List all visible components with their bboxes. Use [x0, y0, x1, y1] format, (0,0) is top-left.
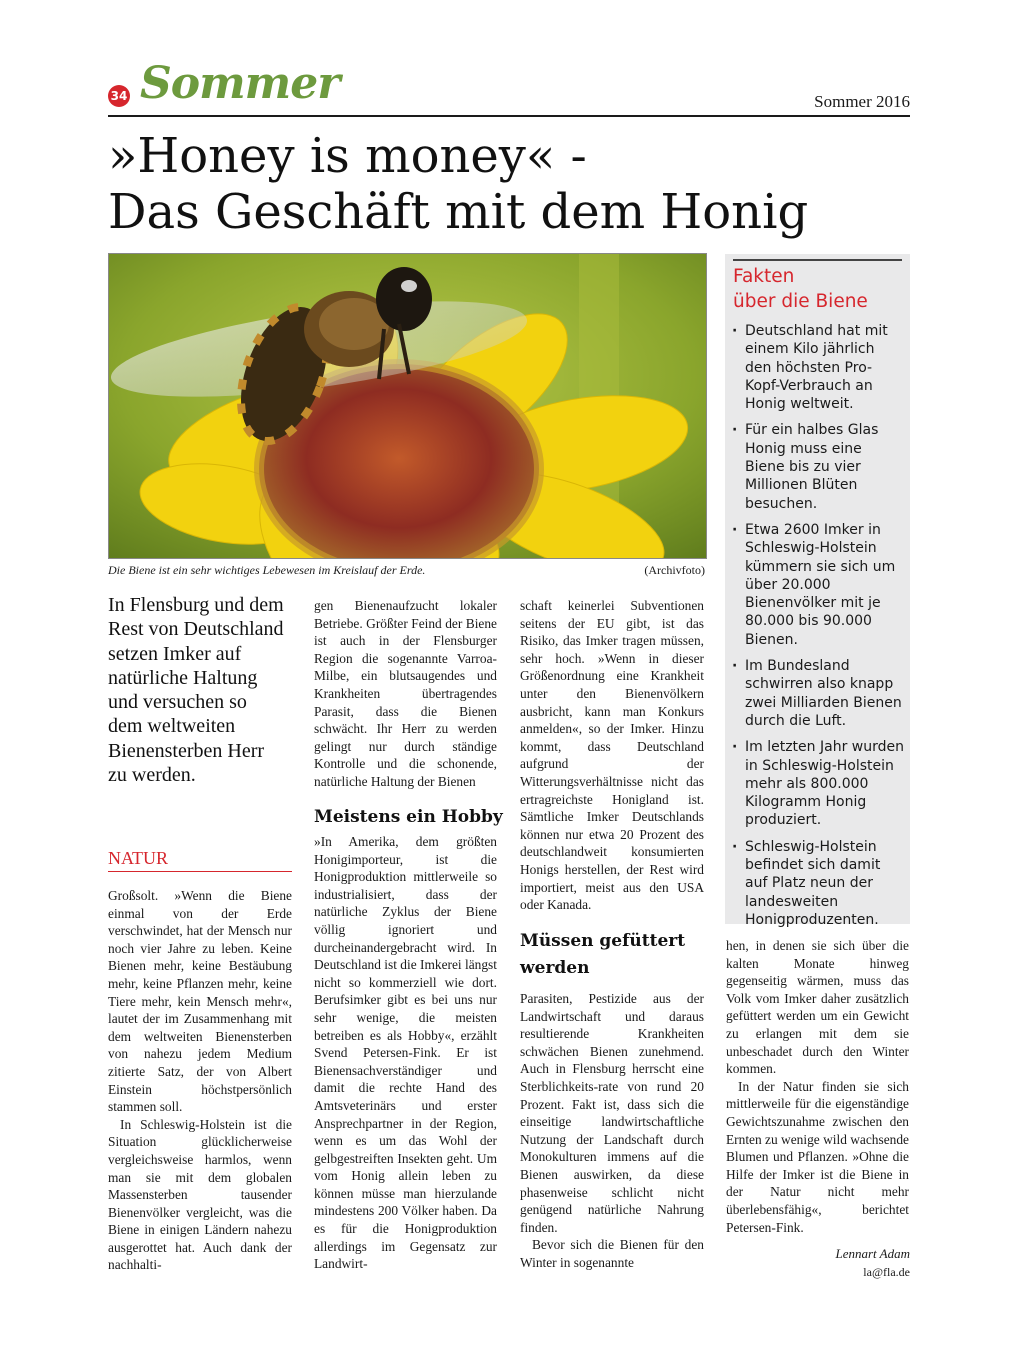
kicker-underline: [108, 871, 292, 872]
fact-item: · Deutschland hat mit einem Kilo jährlich den höchsten Pro-Kopf-Verbrauch an Honig weltweit.: [729, 322, 905, 413]
fact-item: · Im letzten Jahr wurden in Schleswig-Holstein mehr als 800.000 Kilogramm Honig produziert.: [729, 738, 905, 829]
article-column-2-top: [314, 597, 497, 791]
bee-on-flower-image: [109, 254, 706, 558]
article-column-1: [108, 887, 292, 1274]
author-email: la@fla.de: [863, 1265, 910, 1279]
fact-item: · Etwa 2600 Imker in Schleswig-Holstein kümmern sie sich um über 20.000 Bienenvölker mit je 80.000 bis 90.000 Bienen.: [729, 521, 905, 649]
paragraph: Bevor sich die Bienen für den Winter in sogenannte: [520, 1237, 704, 1270]
bee-photo: [108, 253, 707, 559]
paragraph: Großsolt. »Wenn die Biene einmal von der Erde verschwindet, hat der Mensch nur noch vier Jahre zu leben. Keine Bienen mehr, keine Bestäubung mehr, keine Pflanzen mehr, keine Tiere mehr, kein Mensch mehr«, lautet der im Zusammenhang mit dem weltweiten Bienensterben von nahezu jedem Medium zitierte Satz, der von Albert Einstein höchstpersönlich stammen soll.: [108, 888, 292, 1115]
paragraph: In der Natur finden sie sich mittlerweile für die eigenständige Gewichtszunahme zwischen den Ernten zu wenige wild wachsende Blumen und Pflanzen. »Ohne die Hilfe der Imker ist die Biene in der Natur nicht mehr überlebensfähig«, berichtet Petersen-Fink.: [726, 1078, 909, 1235]
fact-box-top-rule: [733, 259, 902, 261]
paragraph: hen, in denen sie sich über die kalten Monate hinweg gegenseitig wärmen, muss das Volk vom Imker daher zusätzlich gefüttert werden um ein Gewicht zu erlangen mit dem sie unbeschadet durch den Winter kommen.: [726, 938, 909, 1077]
section-kicker: NATUR: [108, 848, 169, 868]
subheading-meistens-ein-hobby: Meistens ein Hobby: [314, 807, 503, 827]
caption-text: Die Biene ist ein sehr wichtiges Lebewesen im Kreislauf der Erde.: [108, 563, 426, 577]
fact-item: · Schleswig-Holstein befindet sich damit auf Platz neun der landesweiten Honigproduzenten.: [729, 838, 905, 929]
paragraph: »In Amerika, dem größten Honigimporteur, ist die Honigproduktion mittlerweile so industrialisiert, dass der natürliche Zyklus der Biene völlig ignoriert und durcheinandergebracht wird. In Deutschland ist die Imkerei längst nicht so kommerziell wie dort. Berufsimker gibt es bei uns nur sehr wenige, die meisten betreiben es als Hobby«, erzählt Svend Petersen-Fink. Er ist Bienensachverständiger und damit die rechte Hand des Amtsveterinärs und erster Ansprechpartner in der Region, wenn es um das Wohl der gelbgestreiften Insekten geht. Um vom Honig allein leben zu können müsse man hierzulande mindestens 200 Völker haben. Da es für die Honigproduktion allerdings im Gegensatz zur Landwirt-: [314, 834, 497, 1272]
fact-list: [729, 322, 905, 937]
subheading-muessen-gefuettert-werden: Müssen gefüttert werden: [520, 931, 686, 978]
fact-title-line-2: über die Biene: [733, 290, 868, 312]
photo-caption: [108, 563, 705, 578]
headline: [108, 128, 910, 240]
article-column-2-bottom: [314, 833, 497, 1273]
headline-line-1: »Honey is money« -: [108, 128, 587, 184]
photo-credit: (Archivfoto): [644, 563, 705, 577]
article-column-4: [726, 937, 909, 1236]
paragraph: gen Bienenaufzucht lokaler Betriebe. Größter Feind der Biene ist auch in der Flensburger Region die sogenannte Varroa-Milbe, ein blutsaugendes und Krankheiten übertragendes Parasit, dass die Bienen schwächt. Ihr Herr zu werden gelingt nur durch ständige Kontrolle und die schonende, natürliche Haltung der Bienen: [314, 598, 497, 789]
section-logo: Sommer: [140, 58, 340, 109]
fact-item: · Im Bundesland schwirren also knapp zwei Milliarden Bienen durch die Luft.: [729, 657, 905, 730]
fact-box-title: [733, 265, 903, 314]
paragraph: In Schleswig-Holstein ist die Situation glücklicherweise vergleichsweise harmlos, wenn man sie mit dem globalen Massensterben tausender Bienenvölker vergleicht, was die Biene in einigen Ländern nahezu ausgerottet hat. Auch dank der nachhalti-: [108, 1116, 292, 1273]
article-column-3-top: [520, 597, 704, 914]
page-number: 34: [108, 85, 130, 107]
paragraph: Parasiten, Pestizide aus der Landwirtschaft und daraus resultierende Krankheiten schwächen Bienen zunehmend. Auch in Flensburg herrscht eine Sterblichkeits-rate von rund 20 Prozent. Fakt ist, dass sich die einseitige landwirtschaftliche Nutzung der Landschaft durch Monokulturen immens auf die Bienen auswirken, da diese phasenweise schlicht nicht genügend natürliche Nahrung finden.: [520, 991, 704, 1235]
issue-date: Sommer 2016: [814, 92, 910, 111]
fact-title-line-1: Fakten: [733, 266, 795, 287]
article-column-3-bottom: [520, 990, 704, 1272]
paragraph: schaft keinerlei Subventionen seitens der EU gibt, ist das Risiko, das Imker tragen müssen, sehr hoch. »Wenn in dieser Größenordnung eine Krankheit unter den Bienenvölkern ausbricht, kann man Konkurs anmelden«, so der Imker. Hinzu kommt, dass Deutschland aufgrund der Witterungsverhältnisse nicht das ertragreichste Honigland ist. Sämtliche Imker Deutschlands können nur etwa 20 Prozent des deutschlandweit konsumierten Honigs herstellen, der Rest wird importiert, meist aus den USA oder Kanada.: [520, 598, 704, 913]
intro-teaser: In Flensburg und dem Rest von Deutschland setzen Imker auf natürliche Haltung und versuchen so dem weltweiten Bienensterben Herr zu werden.: [108, 594, 284, 787]
fact-item: · Für ein halbes Glas Honig muss eine Biene bis zu vier Millionen Blüten besuchen.: [729, 421, 905, 512]
headline-line-2: Das Geschäft mit dem Honig: [108, 184, 809, 240]
author-byline: Lennart Adam: [835, 1246, 910, 1261]
header-divider: [108, 115, 910, 117]
